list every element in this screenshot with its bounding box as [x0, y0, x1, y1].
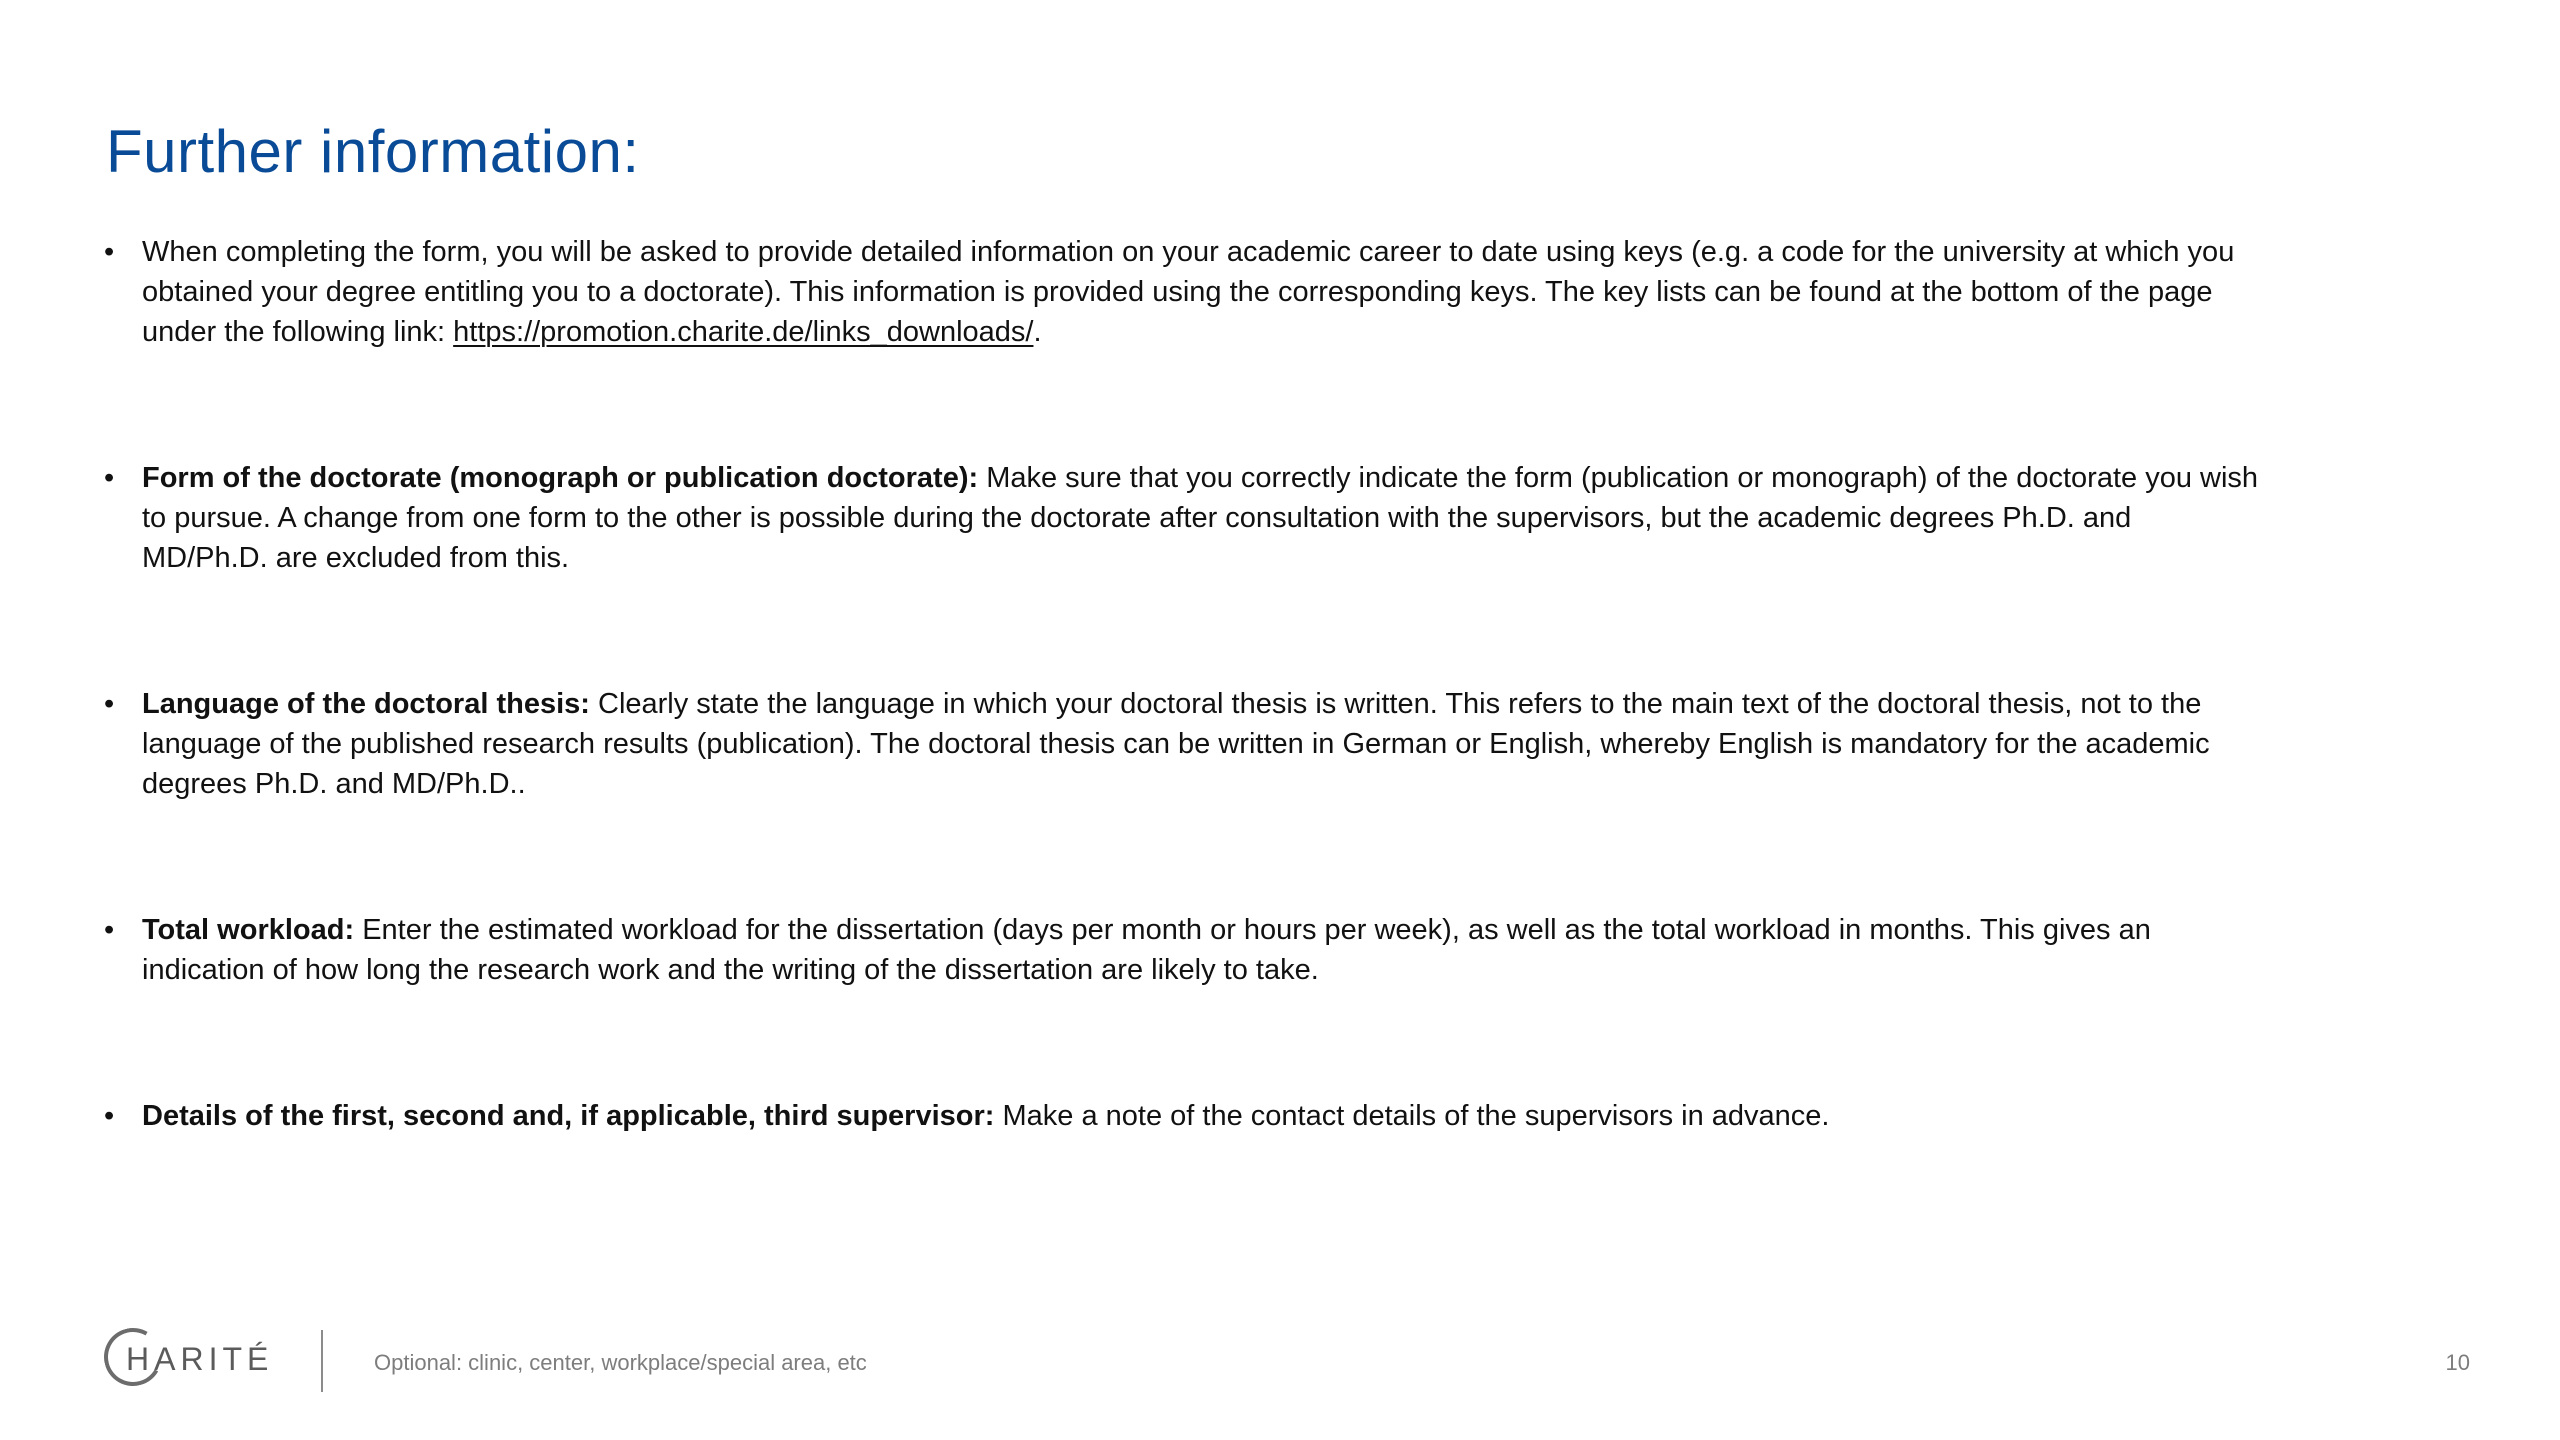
bullet-keys-text-after-link: . [1033, 316, 1042, 348]
bullet-lead: Language of the doctoral thesis: [142, 688, 590, 720]
key-lists-link[interactable]: https://promotion.charite.de/links_downloads/ [453, 316, 1034, 348]
slide-title: Further information: [106, 118, 640, 185]
bullet-item-language-of-thesis [104, 684, 2264, 804]
footer-divider [321, 1330, 323, 1392]
bullet-lead: Form of the doctorate (monograph or publication doctorate): [142, 462, 979, 494]
bullet-text [142, 232, 2262, 352]
bullet-glyph: • [104, 914, 115, 946]
bullet-glyph: • [104, 688, 115, 720]
bullet-text [142, 684, 2262, 804]
bullet-glyph: • [104, 462, 115, 494]
bullet-body: Enter the estimated workload for the dissertation (days per month or hours per week), as well as the total workload in months. This gives an indication of how long the research work and the writing of the dissertation are likely to take. [142, 914, 2151, 986]
bullet-item-keys [104, 232, 2264, 352]
bullet-text [142, 910, 2262, 990]
bullet-item-total-workload [104, 910, 2264, 990]
logo-text: HARITÉ [126, 1341, 274, 1377]
bullet-keys-text-before-link: When completing the form, you will be asked to provide detailed information on your academic career to date using keys (e.g. a code for the university at which you obtained your degree entitling you to a doctorate). This information is provided using the corresponding keys. The key lists can be found at the bottom of the page under the following link: [142, 236, 2235, 348]
bullet-glyph: • [104, 1100, 115, 1132]
bullet-text [142, 458, 2262, 578]
charite-logo [104, 1325, 304, 1395]
footer-note: Optional: clinic, center, workplace/special area, etc [374, 1350, 867, 1375]
bullet-item-supervisors [104, 1096, 2264, 1136]
bullet-body: Clearly state the language in which your doctoral thesis is written. This refers to the main text of the doctoral thesis, not to the language of the published research results (publication). The doctoral thesis can be written in German or English, whereby English is mandatory for the academic degrees Ph.D. and MD/Ph.D.. [142, 688, 2210, 800]
bullet-body: Make a note of the contact details of the supervisors in advance. [994, 1100, 1830, 1132]
bullet-lead: Total workload: [142, 914, 355, 946]
bullet-body: Make sure that you correctly indicate the form (publication or monograph) of the doctorate you wish to pursue. A change from one form to the other is possible during the doctorate after consultation with the supervisors, but the academic degrees Ph.D. and MD/Ph.D. are excluded from this. [142, 462, 2259, 574]
bullet-lead: Details of the first, second and, if applicable, third supervisor: [142, 1100, 995, 1132]
bullet-text [142, 1096, 2262, 1136]
page-number: 10 [2445, 1350, 2470, 1375]
bullet-glyph: • [104, 236, 115, 268]
bullet-item-form-of-doctorate [104, 458, 2264, 578]
